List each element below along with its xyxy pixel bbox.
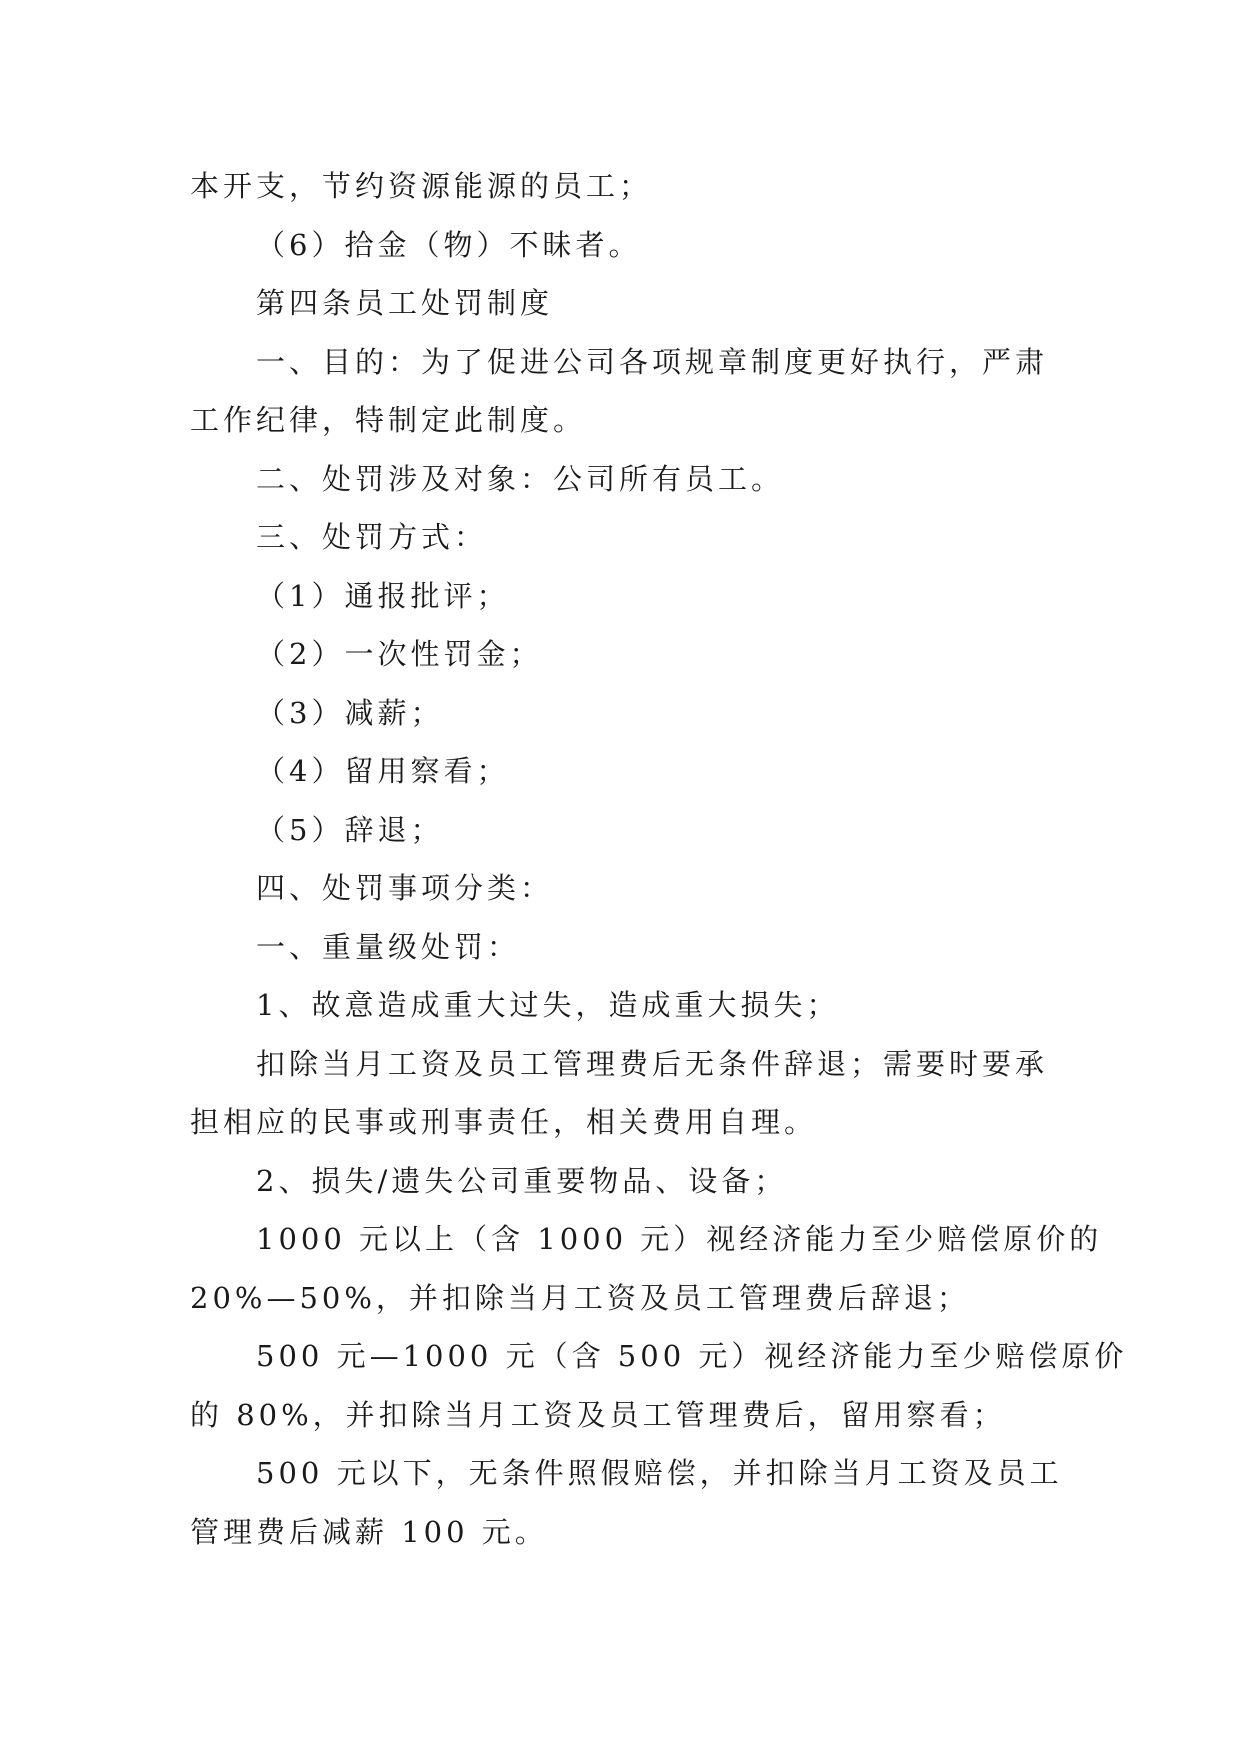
text-line: 扣除当月工资及员工管理费后无条件辞退；需要时要承 <box>256 1046 1049 1081</box>
text-line: 本开支，节约资源能源的员工； <box>190 169 653 203</box>
text-line: 1000 元以上（含 1000 元）视经济能力至少赔偿原价的 <box>256 1222 1103 1256</box>
text-line: 500 元—1000 元（含 500 元）视经济能力至少赔偿原价 <box>256 1339 1128 1373</box>
text-line: 担相应的民事或刑事责任，相关费用自理。 <box>190 1105 818 1139</box>
list-item: （4）留用察看； <box>256 754 510 788</box>
text-line: 一、重量级处罚： <box>256 929 521 964</box>
section-heading: 第四条员工处罚制度 <box>256 286 554 320</box>
text-line: （6）拾金（物）不昧者。 <box>256 227 642 262</box>
list-item: （5）辞退； <box>256 812 444 847</box>
text-line: 二、处罚涉及对象：公司所有员工。 <box>256 461 785 496</box>
text-line: 管理费后减薪 100 元。 <box>190 1514 548 1549</box>
text-line: 20%—50%，并扣除当月工资及员工管理费后辞退； <box>190 1280 970 1315</box>
text-line: 2、损失/遗失公司重要物品、设备； <box>256 1163 788 1198</box>
list-item: （2）一次性罚金； <box>256 637 543 671</box>
text-line: 四、处罚事项分类： <box>256 871 554 905</box>
text-line: 工作纪律，特制定此制度。 <box>190 403 587 437</box>
text-line: 三、处罚方式： <box>256 520 488 554</box>
text-line: 1、故意造成重大过失，造成重大损失； <box>256 988 840 1022</box>
list-item: （3）减薪； <box>256 695 444 730</box>
text-line: 500 元以下，无条件照假赔偿，并扣除当月工资及员工 <box>256 1456 1063 1490</box>
document-page <box>190 157 1128 1561</box>
text-line: 的 80%，并扣除当月工资及员工管理费后，留用察看； <box>190 1397 1006 1432</box>
text-line: 一、目的：为了促进公司各项规章制度更好执行，严肃 <box>256 344 1049 379</box>
list-item: （1）通报批评； <box>256 578 510 613</box>
